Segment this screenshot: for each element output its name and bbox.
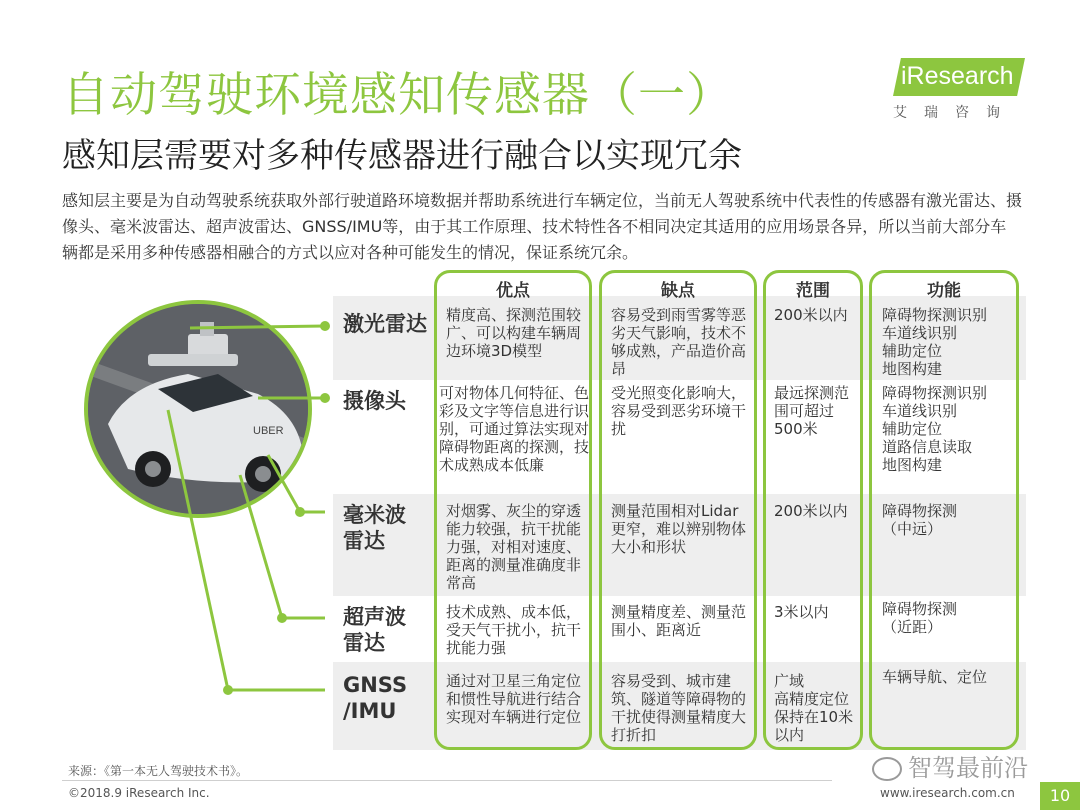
sensor-label-lidar: 激光雷达 [343,312,427,336]
website[interactable]: www.iresearch.com.cn [880,786,1015,800]
header-cons: 缺点 [661,281,695,301]
watermark [872,748,1028,783]
mmwave-cons: 测量范围相对Lidar更窄，难以辨别物体大小和形状 [611,502,747,556]
lidar-function: 障碍物探测识别 车道线识别 辅助定位 地图构建 [882,306,988,378]
logo-chinese: 艾瑞咨询 [893,105,1017,121]
lidar-range: 200米以内 [774,306,848,324]
ultrasonic-pros: 技术成熟、成本低，受天气干扰小，抗干扰能力强 [446,603,582,657]
sensor-label-ultrasonic: 超声波 雷达 [343,605,406,655]
iresearch-logo [893,58,1033,126]
connector-dot-ultrasonic [277,613,287,623]
mmwave-pros: 对烟雾、灰尘的穿透能力较强，抗干扰能力强，对相对速度、距离的测量准确度非常高 [446,502,582,592]
ultrasonic-function: 障碍物探测 （近距） [882,600,958,636]
page-number: 10 [1040,782,1080,810]
connector-dot-camera [320,393,330,403]
lidar-pros: 精度高、探测范围较广、可以构建车辆周边环境3D模型 [446,306,582,360]
page-title: 自动驾驶环境感知传感器（一） [62,68,734,123]
header-pros: 优点 [496,281,530,301]
page-subtitle: 感知层需要对多种传感器进行融合以实现冗余 [62,136,742,176]
ultrasonic-cons: 测量精度差、测量范围小、距离近 [611,603,747,639]
gnss-function: 车辆导航、定位 [882,668,988,686]
sensor-label-gnss: GNSS /IMU [343,673,408,723]
connector-dot-lidar [320,321,330,331]
car-image [84,300,312,518]
logo-brand: iResearch [901,62,1014,90]
gnss-pros: 通过对卫星三角定位和惯性导航进行结合实现对车辆进行定位 [446,672,582,726]
gnss-cons: 容易受到、城市建筑、隧道等障碍物的干扰使得测量精度大打折扣 [611,672,747,744]
watermark-text: 智驾最前沿 [908,754,1028,782]
connector-dot-gnss [223,685,233,695]
footer-divider [62,780,832,781]
camera-range: 最远探测范围可超过500米 [774,384,850,438]
connector-dot-mmwave [295,507,305,517]
source-note: 来源：《第一本无人驾驶技术书》。 [68,764,249,778]
camera-cons: 受光照变化影响大，容易受到恶劣环境干扰 [611,384,747,438]
ultrasonic-range: 3米以内 [774,603,829,621]
mmwave-function: 障碍物探测 （中远） [882,502,958,538]
intro-paragraph: 感知层主要是为自动驾驶系统获取外部行驶道路环境数据并帮助系统进行车辆定位，当前无人驾驶系统中代表性的传感器有激光雷达、摄像头、毫米波雷达、超声波雷达、GNSS/IMU等，由于其工作原理、技术特性各不相同决定其适用的应用场景各异，所以当前大部分车辆都是采用多种传感器相融合的方式以应对各种可能发生的情况，保证系统冗余。 [62,191,1023,262]
header-range: 范围 [796,281,830,301]
mmwave-range: 200米以内 [774,502,848,520]
sensor-label-mmwave: 毫米波 雷达 [343,503,406,553]
wechat-icon [872,757,902,781]
car-illustration [88,304,308,514]
sensor-label-camera: 摄像头 [343,389,406,413]
gnss-range: 广域 高精度定位 保持在10米以内 [774,672,854,744]
car-uber-label: UBER [253,425,284,437]
copyright: ©2018.9 iResearch Inc. [68,786,210,800]
lidar-cons: 容易受到雨雪雾等恶劣天气影响，技术不够成熟，产品造价高昂 [611,306,747,378]
header-function: 功能 [927,281,961,301]
camera-function: 障碍物探测识别 车道线识别 辅助定位 道路信息读取 地图构建 [882,384,988,474]
camera-pros: 可对物体几何特征、色彩及文字等信息进行识别，可通过算法实现对障碍物距离的探测，技术成熟成本低廉 [439,384,590,474]
